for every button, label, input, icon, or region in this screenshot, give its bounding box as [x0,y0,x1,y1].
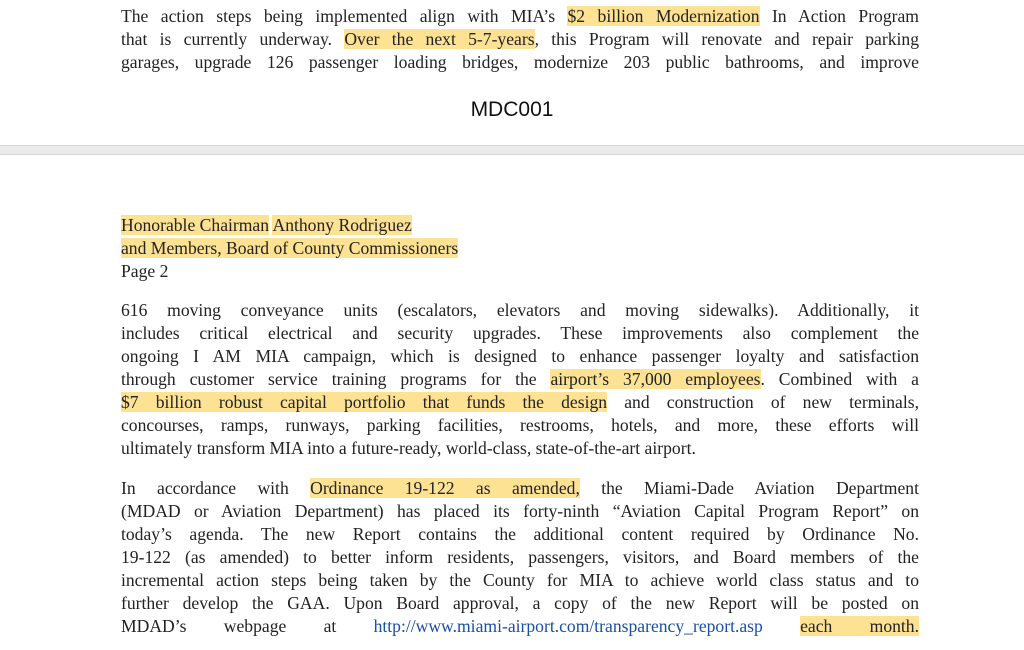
page-label: Page 2 [121,261,169,281]
highlight-each-month: each month. [800,616,919,636]
document-page-upper [0,0,1024,146]
highlight-modernization: $2 billion Modernization [567,6,760,26]
text-line [121,546,919,569]
text-segment: The action steps being implemented align with MIA’s [121,6,568,26]
text-segment: concourses, ramps, runways, parking facilities, restrooms, hotels, and more, these efforts will [121,415,919,435]
text-segment: includes critical electrical and security upgrades. These improvements also complement the [121,323,919,343]
text-segment: In accordance with [121,478,311,498]
text-line [121,615,919,638]
text-segment: and construction of new terminals, [607,392,919,412]
text-line [121,414,919,437]
text-segment: further develop the GAA. Upon Board approval, a copy of the new Report will be posted on [121,593,919,613]
text-segment: garages, upgrade 126 passenger loading bridges, modernize 203 public bathrooms, and improve [121,52,919,72]
text-segment: MDAD’s webpage at [121,616,374,636]
text-line [121,569,919,592]
text-line [121,477,919,500]
text-line [121,500,919,523]
text-segment: ultimately transform MIA into a future-ready, world-class, state-of-the-art airport. [121,438,696,458]
text-segment [763,616,800,636]
highlight-board: and Members, Board of County Commissioners [121,238,459,258]
page-footer-code: MDC001 [470,98,554,121]
text-segment: In Action Program [759,6,919,26]
text-line [121,592,919,615]
text-line [121,299,919,322]
highlight-employees: airport’s 37,000 employees [550,369,761,389]
text-segment: through customer service training programs for the [121,369,551,389]
text-line [121,322,919,345]
highlight-chairman-name: Anthony Rodriguez [272,215,412,235]
text-segment: 19-122 (as amended) to better inform residents, passengers, visitors, and Board members of the [121,547,919,567]
text-line [121,5,919,28]
highlight-timeline: Over the next 5-7-years [344,29,535,49]
highlight-ordinance: Ordinance 19-122 as amended, [310,478,580,498]
paragraph-ordinance [121,477,919,638]
text-line [121,391,919,414]
text-line [121,437,919,460]
text-line [121,368,919,391]
text-segment: (MDAD or Aviation Department) has placed its forty-ninth “Aviation Capital Program Report” on [121,501,919,521]
text-segment: incremental action steps being taken by the County for MIA to achieve world class status and to [121,570,919,590]
highlight-chairman: Honorable Chairman [121,215,270,235]
text-segment: , this Program will renovate and repair parking [534,29,919,49]
page-number-label [121,260,919,283]
text-segment: that is currently underway. [121,29,345,49]
address-line-2 [121,237,919,260]
text-line [121,523,919,546]
transparency-report-link[interactable]: http://www.miami-airport.com/transparency_report.asp [373,616,763,636]
text-line [121,28,919,51]
address-block [121,214,919,260]
highlight-capital-portfolio: $7 billion robust capital portfolio that funds the design [121,392,608,412]
paragraph-modernization [121,5,919,74]
text-segment: . Combined with a [760,369,919,389]
text-segment: ongoing I AM MIA campaign, which is designed to enhance passenger loyalty and satisfaction [121,346,919,366]
text-segment: 616 moving conveyance units (escalators, elevators and moving sidewalks). Additionally, it [121,300,919,320]
paragraph-improvements [121,299,919,460]
address-line-1 [121,214,919,237]
text-line [121,345,919,368]
text-segment: the Miami-Dade Aviation Department [579,478,919,498]
text-segment: today’s agenda. The new Report contains the additional content required by Ordinance No. [121,524,919,544]
text-line [121,51,919,74]
